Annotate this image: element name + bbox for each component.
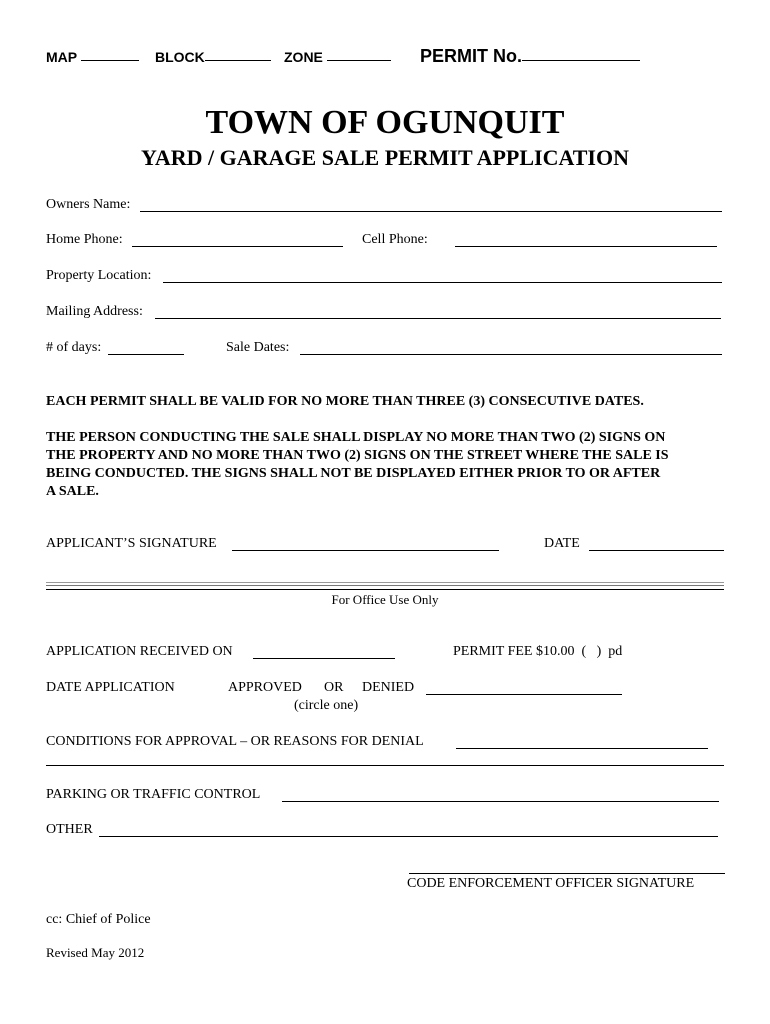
applicant-signature-label: APPLICANT’S SIGNATURE — [46, 536, 217, 551]
permit-number-field — [420, 46, 640, 67]
divider-line-top — [46, 582, 724, 583]
signature-date-label: DATE — [544, 536, 580, 551]
block-input[interactable] — [205, 59, 271, 61]
application-received-label: APPLICATION RECEIVED ON — [46, 644, 233, 659]
map-input[interactable] — [81, 59, 139, 61]
officer-signature-label: CODE ENFORCEMENT OFFICER SIGNATURE — [407, 876, 695, 891]
other-input[interactable] — [99, 836, 718, 837]
home-phone-label: Home Phone: — [46, 232, 123, 247]
circle-one-hint: (circle one) — [294, 698, 359, 713]
divider-line-bottom — [46, 589, 724, 590]
approval-date-input[interactable] — [426, 694, 622, 695]
property-location-input[interactable] — [163, 282, 722, 283]
num-days-input[interactable] — [108, 354, 184, 355]
zone-label: ZONE — [284, 49, 323, 65]
signs-notice-line-3: BEING CONDUCTED. THE SIGNS SHALL NOT BE DISPLAYED EITHER PRIOR TO OR AFTER — [46, 466, 661, 481]
approved-option[interactable]: APPROVED — [228, 680, 302, 695]
mailing-address-label: Mailing Address: — [46, 304, 143, 319]
application-received-input[interactable] — [253, 658, 395, 659]
num-days-label: # of days: — [46, 340, 102, 355]
block-label: BLOCK — [155, 49, 205, 65]
sale-dates-label: Sale Dates: — [226, 340, 290, 355]
mailing-address-input[interactable] — [155, 318, 721, 319]
block-field — [155, 49, 271, 65]
applicant-signature-input[interactable] — [232, 550, 499, 551]
permit-fee-label: PERMIT FEE $10.00 ( ) pd — [453, 644, 623, 659]
conditions-input-line-2[interactable] — [46, 765, 724, 766]
map-label: MAP — [46, 49, 77, 65]
home-phone-input[interactable] — [132, 246, 343, 247]
validity-notice: EACH PERMIT SHALL BE VALID FOR NO MORE THAN THREE (3) CONSECUTIVE DATES. — [46, 394, 644, 409]
permit-number-input[interactable] — [522, 59, 640, 61]
owners-name-input[interactable] — [140, 211, 722, 212]
owners-name-label: Owners Name: — [46, 197, 131, 212]
or-label: OR — [324, 680, 344, 695]
signature-date-input[interactable] — [589, 550, 724, 551]
cell-phone-label: Cell Phone: — [362, 232, 428, 247]
signs-notice — [46, 429, 726, 501]
other-label: OTHER — [46, 822, 93, 837]
permit-number-label: PERMIT No. — [420, 46, 522, 66]
zone-input[interactable] — [327, 59, 391, 61]
zone-field — [284, 49, 391, 65]
officer-signature-input[interactable] — [409, 873, 725, 874]
signs-notice-line-2: THE PROPERTY AND NO MORE THAN TWO (2) SIGNS ON THE STREET WHERE THE SALE IS — [46, 448, 669, 463]
denied-option[interactable]: DENIED — [362, 680, 415, 695]
office-use-heading: For Office Use Only — [331, 592, 439, 607]
cell-phone-input[interactable] — [455, 246, 717, 247]
parking-traffic-input[interactable] — [282, 801, 719, 802]
map-field — [46, 49, 139, 65]
page-subtitle: YARD / GARAGE SALE PERMIT APPLICATION — [141, 145, 629, 170]
conditions-input[interactable] — [456, 748, 708, 749]
sale-dates-input[interactable] — [300, 354, 722, 355]
date-application-label: DATE APPLICATION — [46, 680, 175, 695]
cc-note: cc: Chief of Police — [46, 912, 151, 927]
signs-notice-line-1: THE PERSON CONDUCTING THE SALE SHALL DISPLAY NO MORE THAN TWO (2) SIGNS ON — [46, 430, 666, 445]
revision-note: Revised May 2012 — [46, 945, 145, 960]
signs-notice-line-4: A SALE. — [46, 484, 99, 499]
conditions-label: CONDITIONS FOR APPROVAL – OR REASONS FOR DENIAL — [46, 734, 424, 749]
property-location-label: Property Location: — [46, 268, 152, 283]
page-title: TOWN OF OGUNQUIT — [205, 104, 565, 141]
divider-line-mid — [46, 585, 724, 586]
parking-traffic-label: PARKING OR TRAFFIC CONTROL — [46, 787, 261, 802]
